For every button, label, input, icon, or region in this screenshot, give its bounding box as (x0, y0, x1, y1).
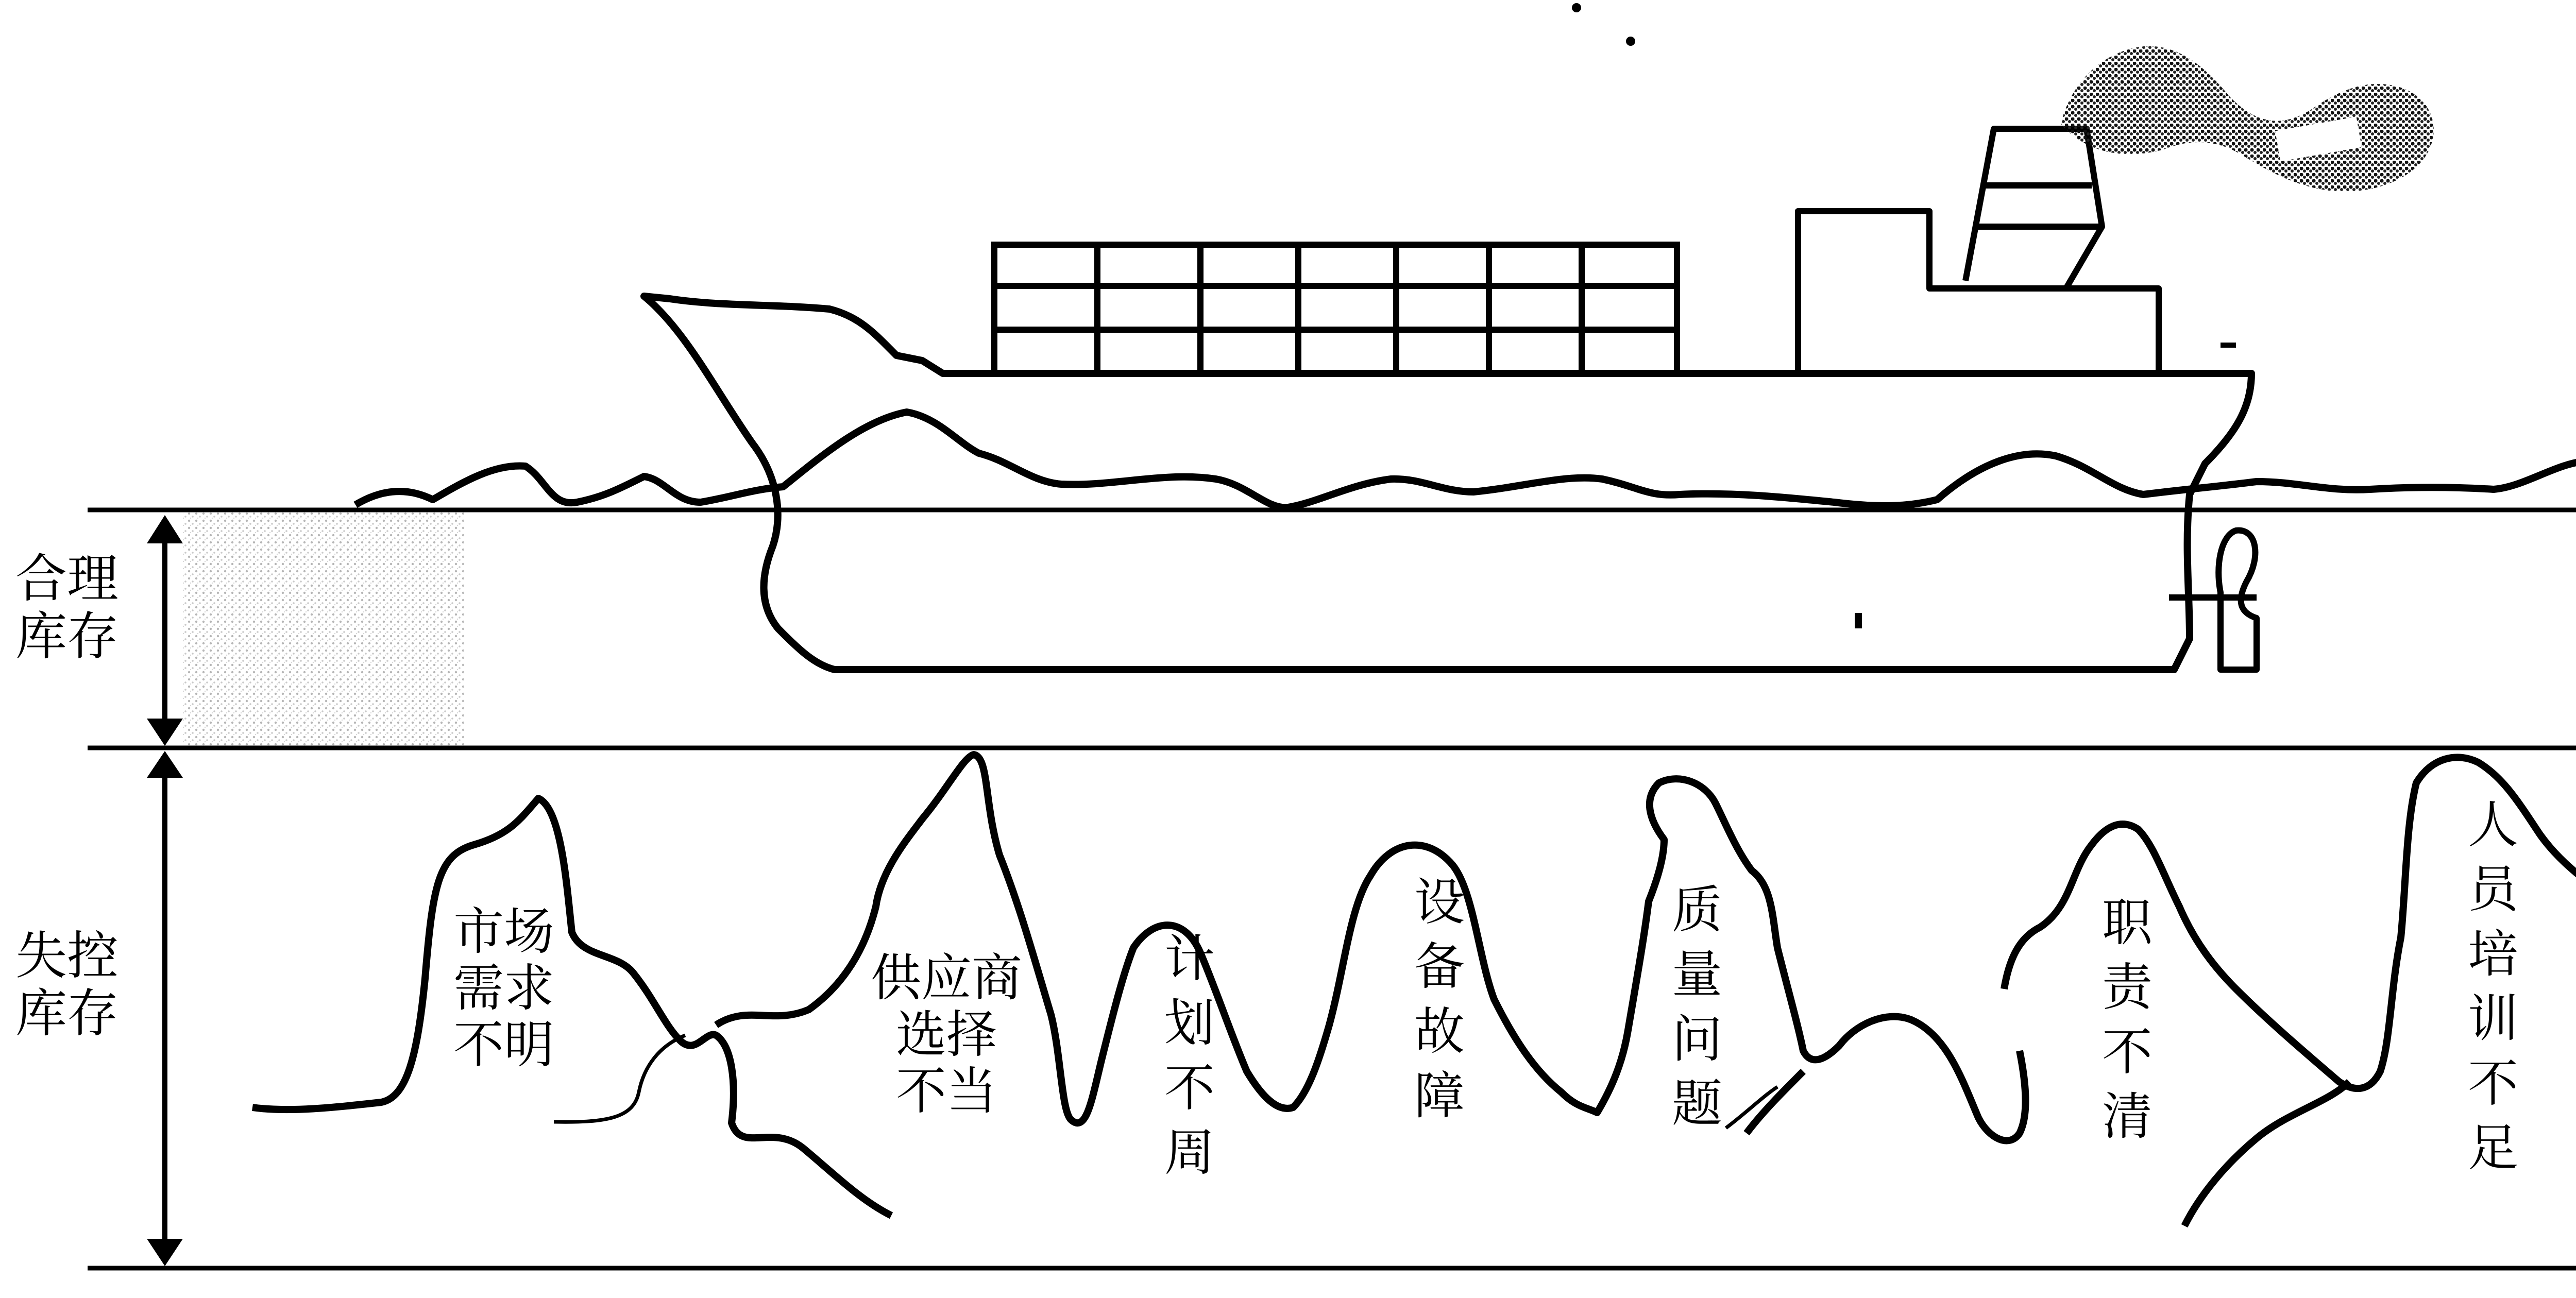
speck (1572, 3, 1581, 12)
problem-label-training-line-4: 训 (2468, 989, 2519, 1049)
ship-funnel (1965, 129, 2102, 288)
problem-label-equipment (1414, 870, 1465, 1129)
uncontrolled-inventory-label-line-1: 失控 (15, 926, 118, 986)
problem-label-equipment-line-3: 故 (1414, 1002, 1465, 1061)
uncontrolled-inventory-arrow (147, 751, 183, 1266)
reasonable-inventory-label-line-2: 库存 (15, 606, 118, 667)
problem-label-supplier-line-2: 选择 (896, 1005, 997, 1064)
problem-label-plan (1164, 927, 1215, 1186)
problem-label-training-line-3: 培 (2468, 925, 2519, 984)
reasonable-inventory-arrow (147, 515, 183, 746)
problem-label-training-line-6: 足 (2468, 1119, 2519, 1178)
problem-label-plan-line-2: 划 (1164, 994, 1215, 1053)
problem-label-supplier-line-1: 供应商 (871, 949, 1023, 1007)
problem-label-responsibility-line-2: 责 (2102, 958, 2153, 1017)
problem-label-training-line-5: 不 (2468, 1054, 2519, 1113)
stipple-left-zone (183, 513, 464, 747)
problem-label-responsibility-line-4: 清 (2102, 1087, 2153, 1147)
reasonable-inventory-label (15, 550, 118, 665)
problem-label-responsibility (2102, 891, 2153, 1150)
smoke-cloud (2061, 46, 2434, 192)
problem-label-training-line-1: 人 (2468, 796, 2519, 855)
ship-hull (644, 296, 2251, 670)
rock-outline-training-tail (2184, 1082, 2349, 1226)
speck (1626, 37, 1635, 46)
problem-label-quality-line-1: 质 (1672, 881, 1723, 940)
problem-label-quality-line-4: 题 (1672, 1074, 1723, 1134)
problem-label-training-line-2: 员 (2468, 860, 2519, 919)
problem-label-plan-line-4: 周 (1164, 1123, 1215, 1183)
problem-label-market-demand-line-3: 不明 (453, 1015, 555, 1074)
wave-line (355, 412, 2576, 507)
problem-label-responsibility-line-3: 不 (2102, 1022, 2153, 1082)
problem-label-equipment-line-4: 障 (1414, 1067, 1465, 1126)
problem-label-supplier (871, 950, 1022, 1120)
problem-label-quality (1672, 878, 1722, 1137)
rock-outline-market (252, 798, 891, 1216)
problem-label-quality-line-2: 量 (1672, 945, 1723, 1004)
container-stack (994, 245, 1677, 373)
problem-label-market-demand (453, 904, 554, 1073)
speck (1855, 613, 1862, 628)
problem-label-equipment-line-2: 备 (1414, 937, 1465, 997)
speck (2221, 343, 2236, 348)
problem-label-supplier-line-3: 不当 (896, 1062, 997, 1121)
uncontrolled-inventory-label (15, 927, 118, 1043)
problem-label-responsibility-line-1: 职 (2102, 894, 2153, 952)
problem-label-market-demand-line-1: 市场 (453, 902, 555, 961)
problem-label-quality-line-3: 问 (1672, 1010, 1723, 1069)
ship-bridge (1798, 211, 2159, 373)
problem-label-plan-line-3: 不 (1164, 1058, 1215, 1118)
problem-label-market-demand-line-2: 需求 (453, 959, 555, 1018)
problem-label-training (2468, 793, 2518, 1181)
uncontrolled-inventory-label-line-2: 库存 (15, 983, 118, 1044)
reasonable-inventory-label-line-1: 合理 (15, 549, 118, 609)
problem-label-equipment-line-1: 设 (1414, 873, 1465, 932)
problem-label-plan-line-1: 计 (1164, 930, 1215, 988)
